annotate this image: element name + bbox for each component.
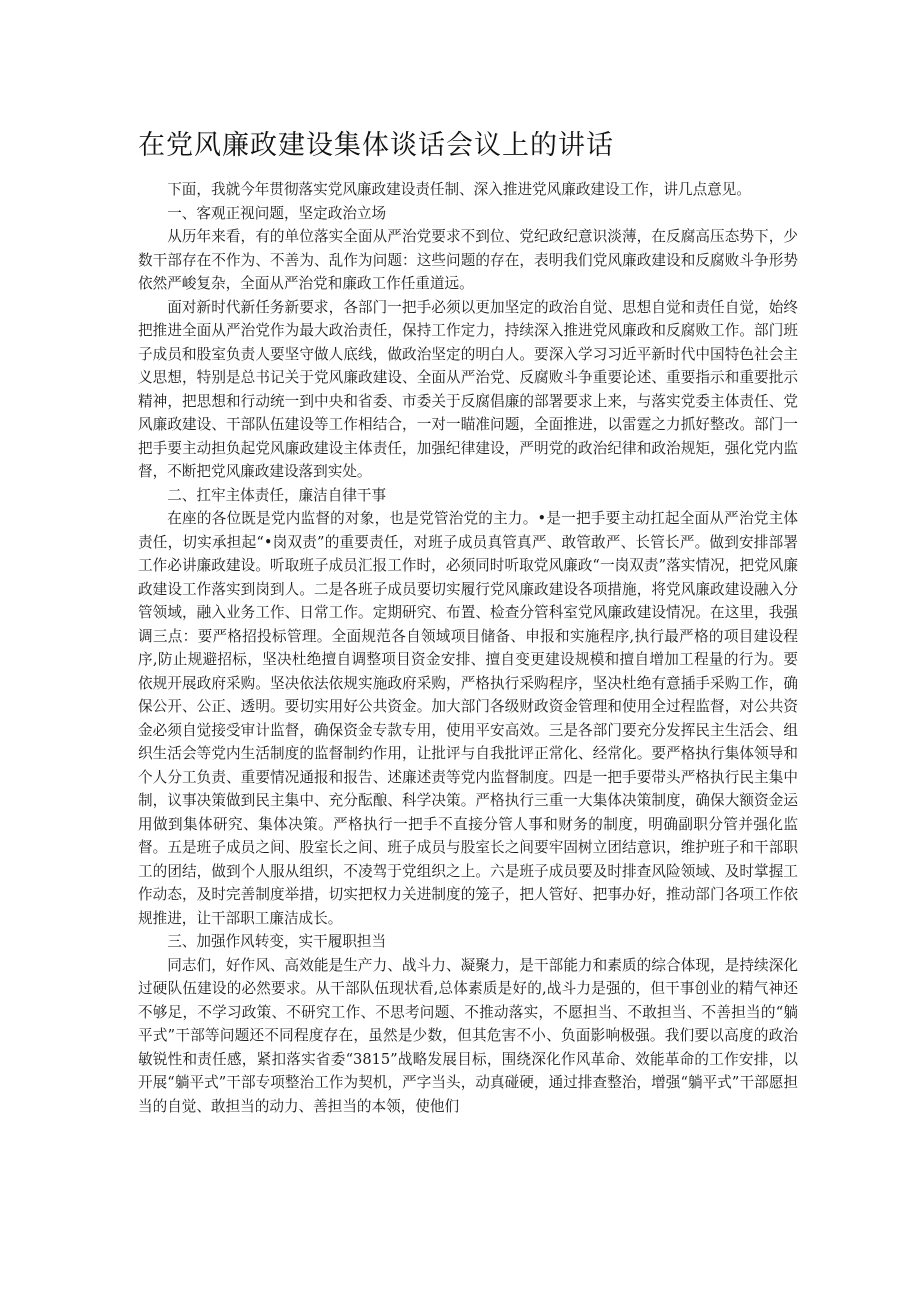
section-1-heading: 一、客观正视问题，坚定政治立场 — [167, 204, 387, 222]
section-2-paragraph-1: 在座的各位既是党内监督的对象，也是党管治党的主力。•是一把手要主动扛起全面从严治党主体责任，切实承担起“•岗双责”的重要责任，对班子成员真管真严、敢管敢严、长管长严。做到安排部署工作必讲廉政建设。听取班子成员汇报工作时，必须同时听取党风廉政“一岗双责”落实情况，把党风廉政建设工作落实到岗到人。二是各班子成员要切实履行党风廉政建设各项措施，将党风廉政建设融入分管领域，融入业务工作、日常工作。定期研究、布置、检查分管科室党风廉政建设情况。在这里，我强调三点：要严格招投标管理。全面规范各自领域项目储备、申报和实施程序,执行最严格的项目建设程序,防止规避招标，坚决杜绝擅自调整项目资金安排、擅自变更建设规模和擅自增加工程量的行为。要依规开展政府采购。坚决依法依规实施政府采购，严格执行采购程序，坚决杜绝有意插手采购工作，确保公开、公正、透明。要切实用好公共资金。加大部门各级财政资金管理和使用全过程监督，对公共资金必须自觉接受审计监督，确保资金专款专用，使用平安高效。三是各部门要充分发挥民主生活会、组织生活会等党内生活制度的监督制约作用，让批评与自我批评正常化、经常化。要严格执行集体领导和个人分工负责、重要情况通报和报告、述廉述责等党内监督制度。四是一把手要带头严格执行民主集中制，议事决策做到民主集中、充分酝酿、科学决策。严格执行三重一大集体决策制度，确保大额资金运用做到集体研究、集体决策。严格执行一把手不直接分管人事和财务的制度，明确副职分管并强化监督。五是班子成员之间、股室长之间、班子成员与股室长之间要牢固树立团结意识，维护班子和干部职工的团结，做到个人服从组织，不凌驾于党组织之上。六是班子成员要及时排查风险领域、及时掌握工作动态，及时完善制度举措，切实把权力关进制度的笼子，把人管好、把事办好，推动部门各项工作依规推进，让干部职工廉洁成长。 — [138, 510, 798, 927]
document-page — [138, 128, 798, 1118]
section-3-heading: 三、加强作风转变，实干履职担当 — [167, 933, 387, 950]
section-1-paragraph-2: 面对新时代新任务新要求，各部门一把手必须以更加坚定的政治自觉、思想自觉和责任自觉，始终把推进全面从严治党作为最大政治责任，保持工作定力，持续深入推进党风廉政和反腐败工作。部门班子成员和股室负责人要坚守做人底线，做政治坚定的明白人。要深入学习习近平新时代中国特色社会主义思想，特别是总书记关于党风廉政建设、全面从严治党、反腐败斗争重要论述、重要指示和重要批示精神，把思想和行动统一到中央和省委、市委关于反腐倡廉的部署要求上来，与落实党委主体责任、党风廉政建设、干部队伍建设等工作相结合，一对一瞄准问题，全面推进，以雷霆之力抓好整改。部门一把手要主动担负起党风廉政建设主体责任，加强纪律建设，严明党的政治纪律和政治规矩，强化党内监督，不断把党风廉政建设落到实处。 — [138, 298, 798, 480]
section-3-paragraph-1: 同志们，好作风、高效能是生产力、战斗力、凝聚力，是干部能力和素质的综合体现，是持续深化过硬队伍建设的必然要求。从干部队伍现状看,总体素质是好的,战斗力是强的，但干事创业的精气神还不够足，不学习政策、不研究工作、不思考问题、不推动落实，不愿担当、不敢担当、不善担当的“躺平式”干部等问题还不同程度存在，虽然是少数，但其危害不小、负面影响极强。我们要以高度的政治敏锐性和责任感，紧扣落实省委“3815”战略发展目标，围绕深化作风革命、效能革命的工作安排，以开展“躺平式”干部专项整治工作为契机，严字当头，动真碰硬，通过排查整治，增强“躺平式”干部愿担当的自觉、敢担当的动力、善担当的本领，使他们 — [138, 956, 798, 1115]
intro-paragraph: 下面，我就今年贯彻落实党风廉政建设责任制、深入推进党风廉政建设工作，讲几点意见。 — [167, 181, 751, 198]
section-1-paragraph-1: 从历年来看，有的单位落实全面从严治党要求不到位、党纪政纪意识淡薄，在反腐高压态势下，少数干部存在不作为、不善为、乱作为问题：这些问题的存在，表明我们党风廉政建设和反腐败斗争形势依然严峻复杂，全面从严治党和廉政工作任重道远。 — [138, 228, 798, 292]
section-2-heading: 二、扛牢主体责任，廉洁自律干事 — [167, 486, 387, 504]
document-title: 在党风廉政建设集体谈话会议上的讲话 — [138, 130, 614, 161]
